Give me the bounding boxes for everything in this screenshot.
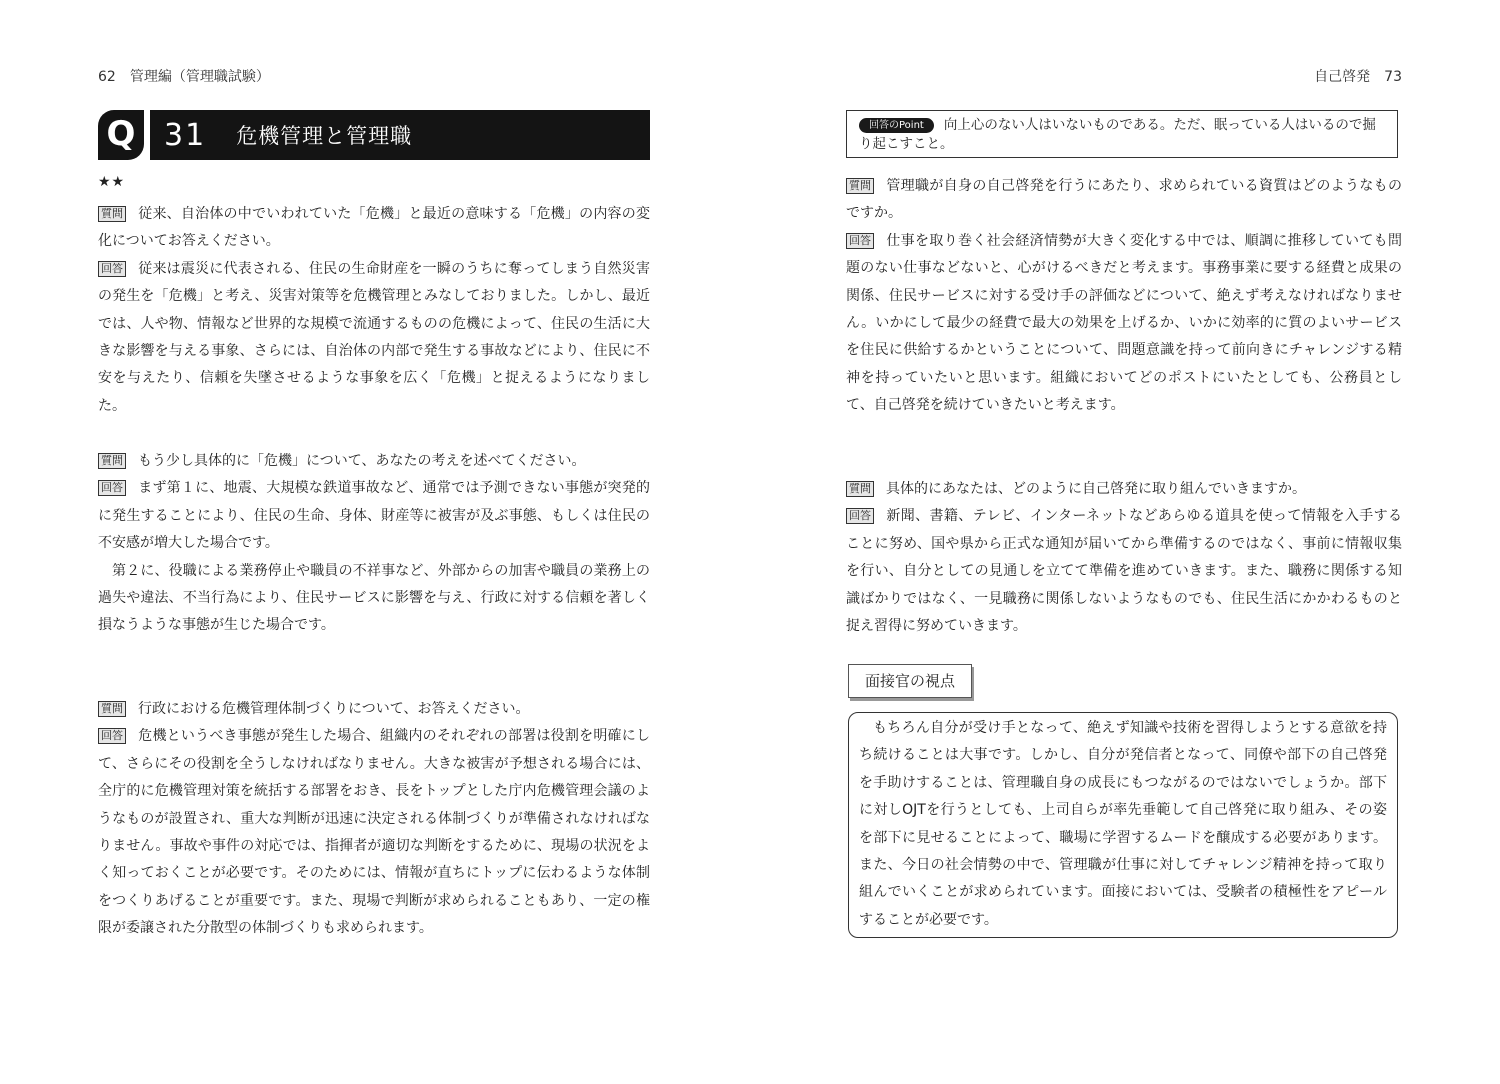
qa-text: 新聞、書籍、テレビ、インターネットなどあらゆる道具を使って情報を入手することに努め、国や県から正式な通知が届いてから準備するのではなく、事前に情報収集を行い、自分としての見通しを立てて準備を進めていきます。また、職務に関係する知識ばかりではなく、一見職務に関係しないようなものでも、住民生活にかかわるものと捉え習得に努めていきます。	[846, 508, 1402, 635]
qa-text: 具体的にあなたは、どのように自己啓発に取り組んでいきますか。	[886, 481, 1306, 497]
question-badge: Q	[98, 110, 144, 160]
answer-tag: 回答	[846, 508, 874, 524]
qa-text: 仕事を取り巻く社会経済情勢が大きく変化する中では、順調に推移していても問題のない仕事などないと、心がけるべきだと考えます。事務事業に要する経費と成果の関係、住民サービスに対する受け手の評価などについて、絶えず考えなければなりません。いかにして最少の経費で最大の効果を上げるか、いかに効率的に質のよいサービスを住民に供給するかということについて、問題意識を持って前向きにチャレンジする精神を持っていたいと思います。組織においてどのポストにいたとしても、公務員として、自己啓発を続けていきたいと考えます。	[846, 232, 1402, 414]
qa-paragraph: 第２に、役職による業務停止や職員の不祥事など、外部からの加害や職員の業務上の過失や違法、不当行為により、住民サービスに影響を与え、行政に対する信頼を著しく損なうような事態が生じた場合です。	[98, 562, 650, 634]
qa-text: 危機というべき事態が発生した場合、組織内のそれぞれの部署は役割を明確にして、さらにその役割を全うしなければなりません。大きな被害が予想される場合には、全庁的に危機管理対策を統括する部署をおき、長をトップとした庁内危機管理会議のようなものが設置され、重大な判断が迅速に決定される体制づくりが準備されなければなりません。事故や事件の対応では、指揮者が適切な判断をするために、現場の状況をよく知っておくことが必要です。そのためには、情報が直ちにトップに伝わるような体制をつくりあげることが重要です。また、現場で判断が求められることもあり、一定の権限が委譲された分散型の体制づくりも求められます。	[98, 728, 650, 937]
left-running-head: 62 管理編（管理職試験）	[98, 69, 270, 85]
qa-item	[846, 503, 1402, 640]
qa-text: まず第１に、地震、大規模な鉄道事故など、通常では予測できない事態が突発的に発生することにより、住民の生命、身体、財産等に被害が及ぶ事態、もしくは住民の不安感が増大した場合です。	[98, 480, 650, 552]
question-bar	[150, 110, 650, 160]
answer-point-tag: 回答のPoint	[859, 118, 934, 133]
right-qa-group-2	[846, 476, 1402, 640]
left-qa-group-3	[98, 696, 650, 943]
right-page	[846, 0, 1402, 1084]
question-header	[98, 110, 650, 160]
qa-item	[98, 696, 650, 723]
qa-item	[846, 476, 1402, 503]
answer-point-text: 向上心のない人はいないものである。ただ、眠っている人はいるので掘り起こすこと。	[859, 117, 1376, 152]
difficulty-stars: ★★	[98, 174, 126, 190]
qa-text: 従来、自治体の中でいわれていた「危機」と最近の意味する「危機」の内容の変化についてお答えください。	[98, 206, 650, 250]
question-tag: 質問	[98, 701, 126, 717]
qa-text: 管理職が自身の自己啓発を行うにあたり、求められている資質はどのようなものですか。	[846, 178, 1402, 222]
answer-tag: 回答	[846, 233, 874, 249]
question-title: 危機管理と管理職	[236, 124, 413, 148]
answer-tag: 回答	[98, 261, 126, 277]
question-tag: 質問	[98, 206, 126, 222]
left-page	[98, 0, 658, 1084]
answer-tag: 回答	[98, 728, 126, 744]
qa-item	[846, 228, 1402, 420]
right-running-head: 自己啓発 73	[1314, 69, 1402, 85]
qa-item	[846, 173, 1402, 228]
qa-text: 行政における危機管理体制づくりについて、お答えください。	[138, 701, 530, 717]
qa-text: 従来は震災に代表される、住民の生命財産を一瞬のうちに奪ってしまう自然災害の発生を「危機」と考え、災害対策等を危機管理とみなしておりました。しかし、最近では、人や物、情報など世界的な規模で流通するものの危機によって、住民の生活に大きな影響を与える事象、さらには、自治体の内部で発生する事故などにより、住民に不安を与えたり、信頼を失墜させるような事象を広く「危機」と捉えるようになりました。	[98, 260, 650, 414]
question-tag: 質問	[846, 481, 874, 497]
qa-item	[98, 723, 650, 942]
right-qa-group-1	[846, 173, 1402, 420]
qa-item	[98, 201, 650, 256]
interviewer-box: もちろん自分が受け手となって、絶えず知識や技術を習得しようとする意欲を持ち続けることは大事です。しかし、自分が発信者となって、同僚や部下の自己啓発を手助けすることは、管理職自身の成長にもつながるのではないでしょうか。部下に対しOJTを行うとしても、上司自らが率先垂範して自己啓発に取り組み、その姿を部下に見せることによって、職場に学習するムードを醸成する必要があります。また、今日の社会情勢の中で、管理職が仕事に対してチャレンジ精神を持って取り組んでいくことが求められています。面接においては、受験者の積極性をアピールすることが必要です。	[848, 712, 1398, 938]
answer-point-box	[846, 110, 1398, 158]
qa-text: もう少し具体的に「危機」について、あなたの考えを述べてください。	[138, 453, 586, 469]
qa-item	[98, 448, 650, 475]
question-tag: 質問	[846, 178, 874, 194]
question-tag: 質問	[98, 453, 126, 469]
qa-item	[98, 256, 650, 420]
left-qa-group-1	[98, 201, 650, 420]
question-number: 31	[164, 117, 207, 153]
interviewer-heading: 面接官の視点	[848, 664, 972, 698]
qa-item	[98, 475, 650, 557]
left-qa-group-2	[98, 448, 650, 640]
answer-tag: 回答	[98, 480, 126, 496]
